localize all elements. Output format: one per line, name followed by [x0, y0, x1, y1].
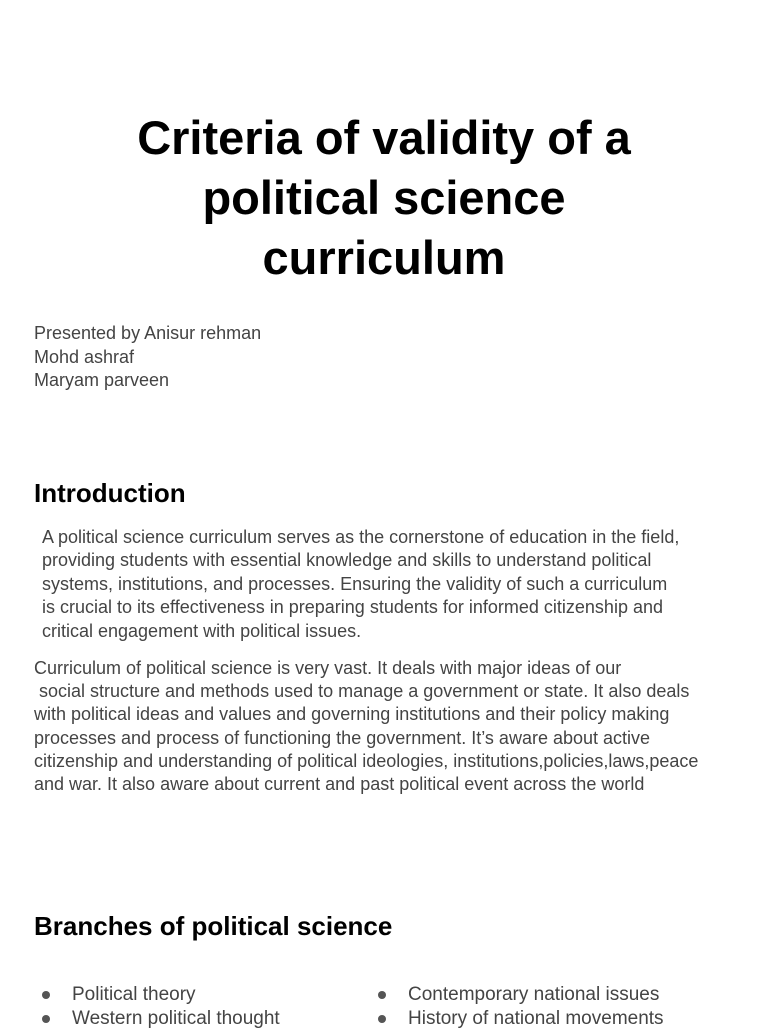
introduction-heading: Introduction	[34, 478, 186, 508]
list-item-label: Contemporary national issues	[408, 984, 660, 1005]
document-title	[60, 108, 708, 288]
paragraph-line: social structure and methods used to manage a government or state. It also deals	[34, 681, 690, 702]
presenters-block	[34, 322, 261, 393]
bullet-icon	[42, 1015, 50, 1023]
list-item	[34, 983, 280, 1007]
title-line: curriculum	[262, 231, 506, 284]
title-line: political science	[202, 171, 566, 224]
paragraph-line: is crucial to its effectiveness in preparing students for informed citizenship and	[42, 597, 663, 618]
bullet-icon	[378, 1015, 386, 1023]
list-item	[34, 1007, 280, 1031]
title-line: Criteria of validity of a	[137, 111, 631, 164]
paragraph-line: systems, institutions, and processes. Ensuring the validity of such a curriculum	[42, 573, 668, 594]
list-item	[370, 1007, 664, 1031]
branches-heading: Branches of political science	[34, 911, 393, 941]
presenter-line: Mohd ashraf	[34, 346, 135, 367]
presenter-line: Presented by Anisur rehman	[34, 323, 262, 343]
paragraph-line: A political science curriculum serves as the cornerstone of education in the field,	[42, 527, 680, 547]
bullet-icon	[378, 991, 386, 999]
list-item-label: Political theory	[72, 984, 196, 1005]
list-item-label: History of national movements	[408, 1008, 664, 1029]
paragraph-line: providing students with essential knowledge and skills to understand political	[42, 550, 652, 571]
presenter-line: Maryam parveen	[34, 370, 170, 390]
paragraph-line: Curriculum of political science is very vast. It deals with major ideas of our	[34, 658, 622, 678]
paragraph-line: and war. It also aware about current and past political event across the world	[34, 774, 645, 795]
paragraph-line: with political ideas and values and governing institutions and their policy making	[34, 704, 670, 725]
list-item-label: Western political thought	[72, 1008, 280, 1029]
paragraph-line: critical engagement with political issues.	[42, 620, 362, 641]
bullet-icon	[42, 991, 50, 999]
paragraph-line: processes and process of functioning the government. It’s aware about active	[34, 727, 651, 748]
introduction-paragraph-2	[34, 657, 698, 796]
paragraph-line: citizenship and understanding of political ideologies, institutions,policies,laws,peace	[34, 750, 699, 771]
introduction-paragraph-1	[42, 526, 679, 643]
list-item	[370, 983, 664, 1007]
